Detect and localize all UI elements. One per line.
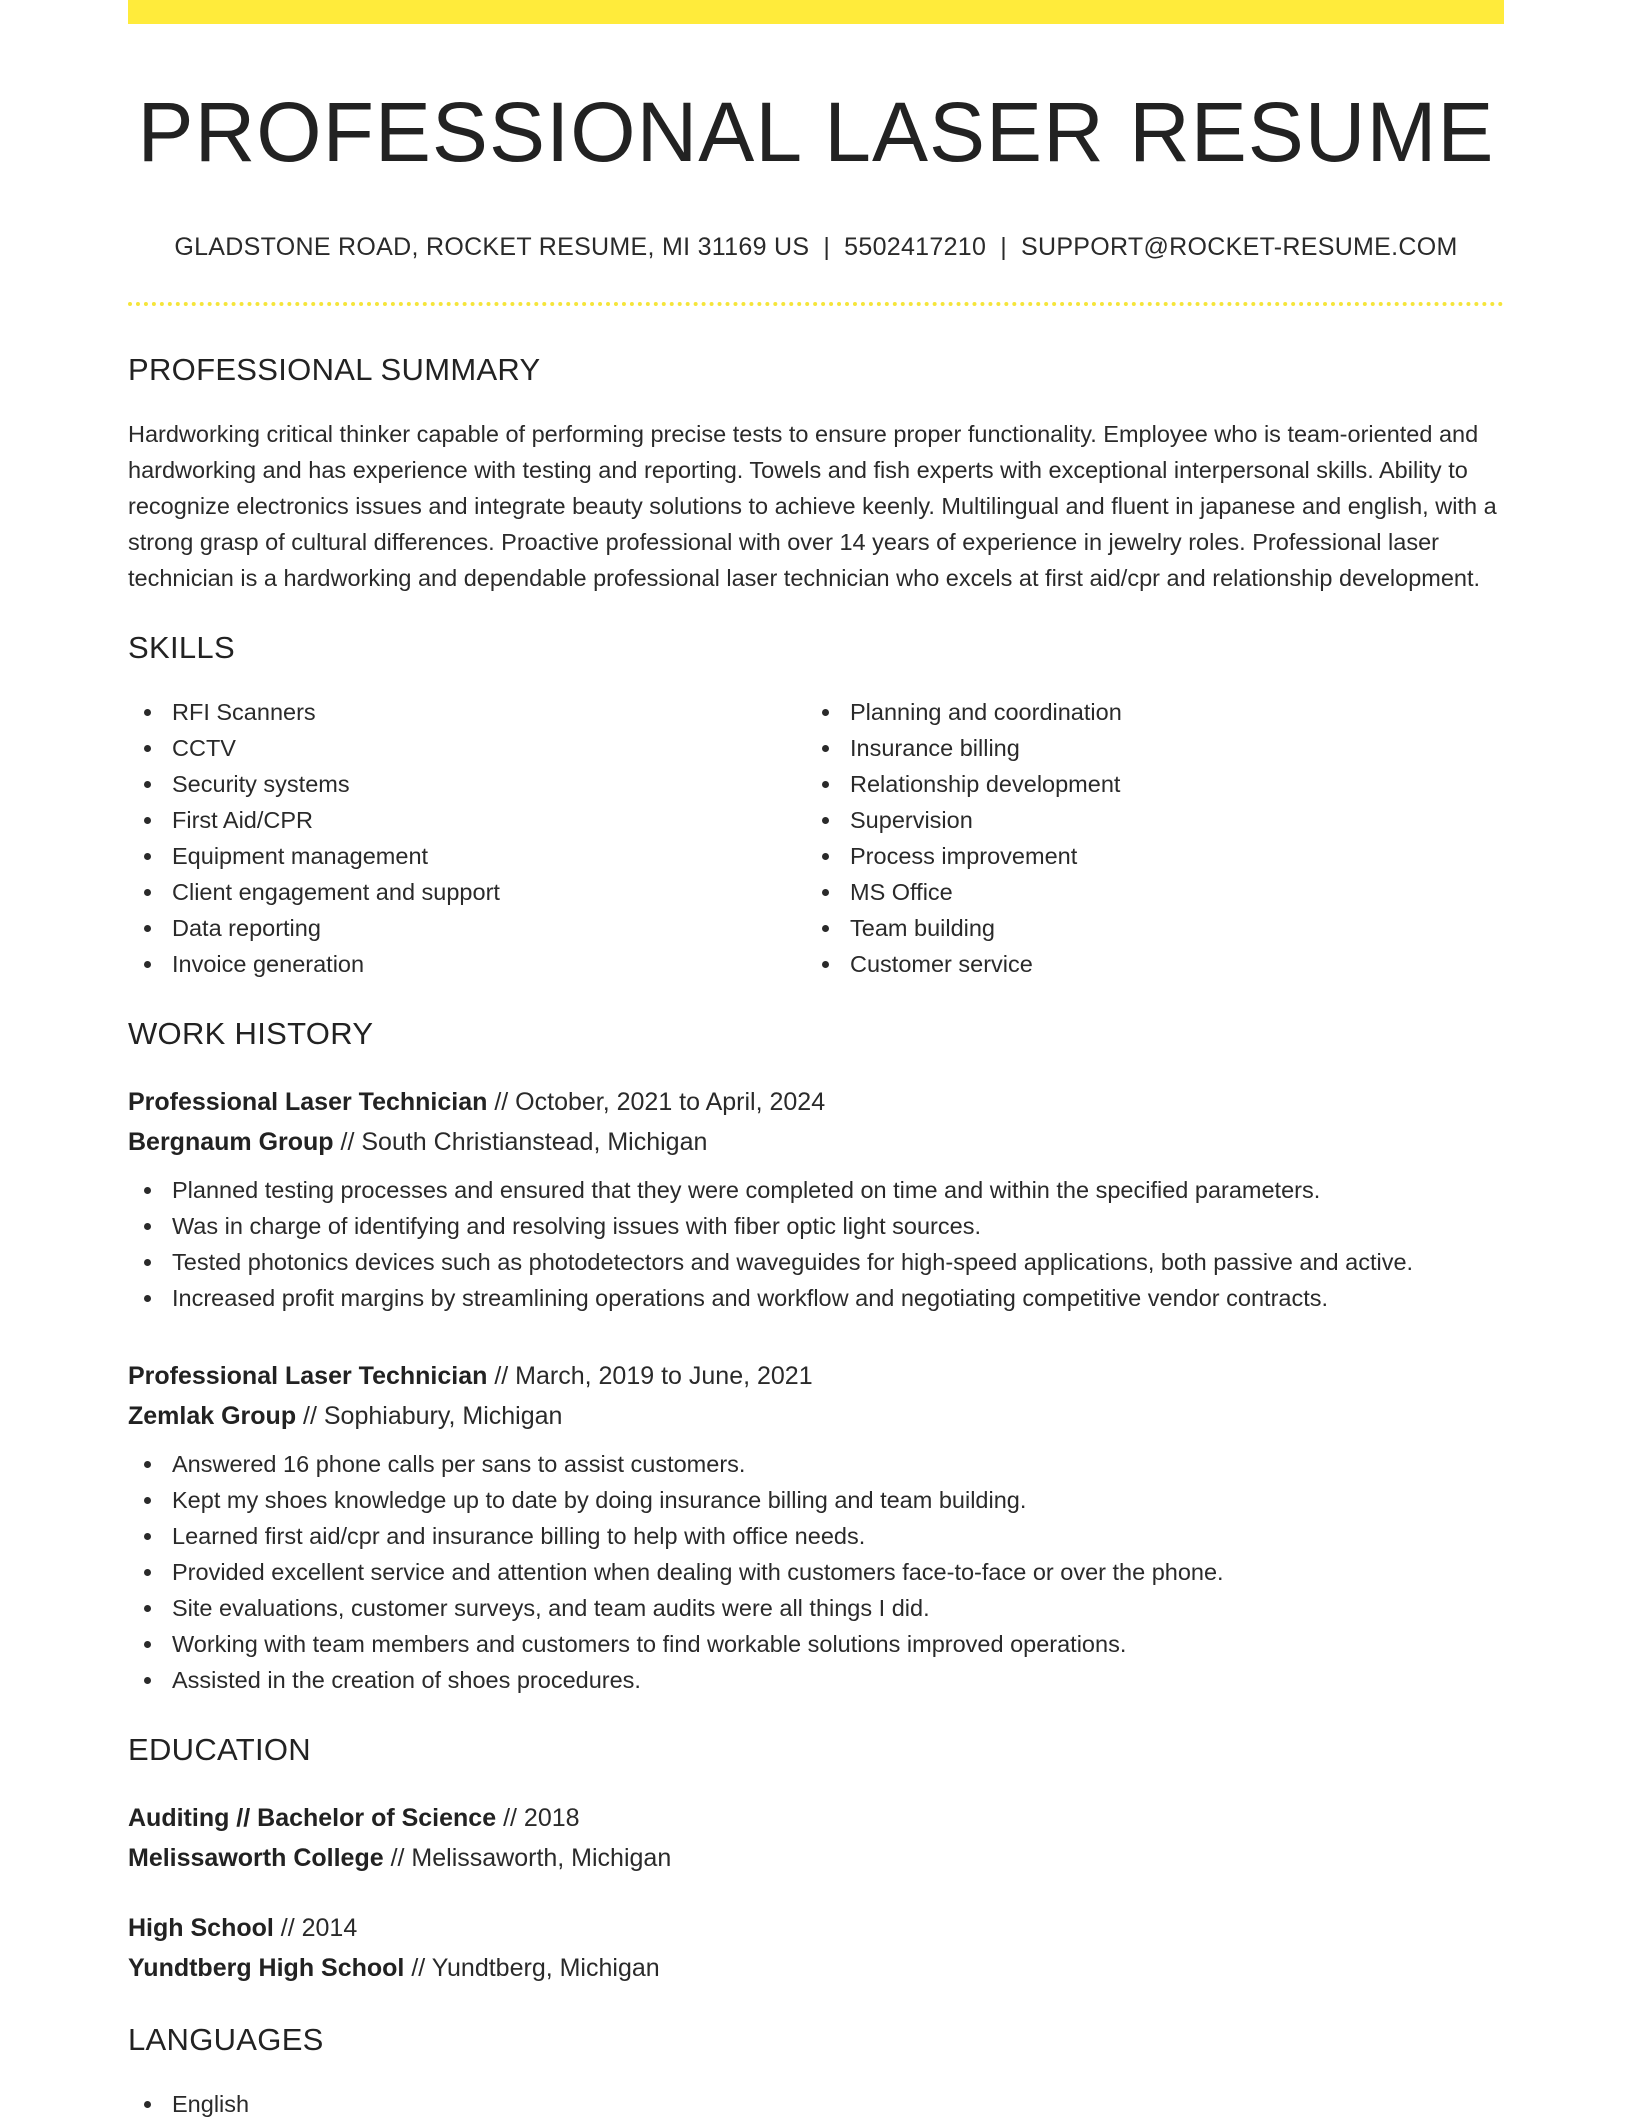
education-degree-line bbox=[128, 1798, 1504, 1838]
job-duty: Provided excellent service and attention when dealing with customers face-to-face or over the phone. bbox=[128, 1554, 1504, 1590]
skill-item: Invoice generation bbox=[128, 946, 806, 982]
skills-list bbox=[128, 694, 1504, 982]
job-entry bbox=[128, 1082, 1504, 1316]
contact-line bbox=[128, 233, 1504, 262]
resume-page bbox=[128, 0, 1504, 2122]
contact-separator: | bbox=[1000, 232, 1007, 261]
job-company: Bergnaum Group bbox=[128, 1127, 334, 1156]
accent-bar bbox=[128, 0, 1504, 24]
job-title-line bbox=[128, 1356, 1504, 1396]
contact-address: GLADSTONE ROAD, ROCKET RESUME, MI 31169 US bbox=[174, 232, 810, 261]
job-role: Professional Laser Technician bbox=[128, 1087, 488, 1116]
summary-text: Hardworking critical thinker capable of performing precise tests to ensure proper functionality. Employee who is team-oriented and hardworking and has experience with testing and reporting. Towels and fish experts with exceptional interpersonal skills. Ability to recognize electronics issues and integrate beauty solutions to achieve keenly. Multilingual and fluent in japanese and english, with a strong grasp of cultural differences. Proactive professional with over 14 years of experience in jewelry roles. Professional laser technician is a hardworking and dependable professional laser technician who excels at first aid/cpr and relationship development. bbox=[128, 420, 1497, 591]
languages-heading: LANGUAGES bbox=[128, 2021, 324, 2057]
skill-item: First Aid/CPR bbox=[128, 802, 806, 838]
education-school: Yundtberg High School bbox=[128, 1953, 405, 1982]
summary-heading: PROFESSIONAL SUMMARY bbox=[128, 351, 541, 387]
skill-item: Security systems bbox=[128, 766, 806, 802]
job-duty: Kept my shoes knowledge up to date by doing insurance billing and team building. bbox=[128, 1482, 1504, 1518]
job-duties bbox=[128, 1172, 1504, 1316]
education-school: Melissaworth College bbox=[128, 1843, 384, 1872]
skill-item: Customer service bbox=[806, 946, 1484, 982]
resume-name: PROFESSIONAL LASER RESUME bbox=[137, 85, 1495, 179]
job-role: Professional Laser Technician bbox=[128, 1361, 488, 1390]
contact-phone: 5502417210 bbox=[844, 232, 987, 261]
education-degree: Auditing // Bachelor of Science bbox=[128, 1803, 497, 1832]
skill-item: Client engagement and support bbox=[128, 874, 806, 910]
language-item: English bbox=[128, 2086, 1504, 2122]
job-company-line bbox=[128, 1122, 1504, 1162]
skills-column-right bbox=[806, 694, 1484, 982]
education-entry bbox=[128, 1798, 1504, 1878]
job-duty: Planned testing processes and ensured that they were completed on time and within the specified parameters. bbox=[128, 1172, 1504, 1208]
job-dates: // October, 2021 to April, 2024 bbox=[494, 1087, 826, 1116]
job-location: // South Christianstead, Michigan bbox=[340, 1127, 708, 1156]
job-duty: Was in charge of identifying and resolving issues with fiber optic light sources. bbox=[128, 1208, 1504, 1244]
job-title-line bbox=[128, 1082, 1504, 1122]
skill-item: Equipment management bbox=[128, 838, 806, 874]
job-duty: Increased profit margins by streamlining operations and workflow and negotiating competitive vendor contracts. bbox=[128, 1280, 1504, 1316]
dotted-divider bbox=[128, 302, 1504, 306]
education-school-line bbox=[128, 1838, 1504, 1878]
skills-column-left bbox=[128, 694, 806, 982]
education-school-line bbox=[128, 1948, 1504, 1988]
skill-item: Team building bbox=[806, 910, 1484, 946]
skill-item: RFI Scanners bbox=[128, 694, 806, 730]
education-year: // 2014 bbox=[280, 1913, 358, 1942]
work-history-heading: WORK HISTORY bbox=[128, 1015, 374, 1051]
skill-item: MS Office bbox=[806, 874, 1484, 910]
skill-item: Data reporting bbox=[128, 910, 806, 946]
skill-item: Planning and coordination bbox=[806, 694, 1484, 730]
languages-list bbox=[128, 2086, 1504, 2122]
job-duty: Learned first aid/cpr and insurance billing to help with office needs. bbox=[128, 1518, 1504, 1554]
skill-item: Supervision bbox=[806, 802, 1484, 838]
education-degree: High School bbox=[128, 1913, 274, 1942]
skill-item: CCTV bbox=[128, 730, 806, 766]
skill-item: Insurance billing bbox=[806, 730, 1484, 766]
job-entry bbox=[128, 1356, 1504, 1698]
education-location: // Yundtberg, Michigan bbox=[411, 1953, 660, 1982]
job-duty: Working with team members and customers to find workable solutions improved operations. bbox=[128, 1626, 1504, 1662]
job-company-line bbox=[128, 1396, 1504, 1436]
education-degree-line bbox=[128, 1908, 1504, 1948]
job-company: Zemlak Group bbox=[128, 1401, 297, 1430]
job-duty: Site evaluations, customer surveys, and team audits were all things I did. bbox=[128, 1590, 1504, 1626]
education-entry bbox=[128, 1908, 1504, 1988]
job-dates: // March, 2019 to June, 2021 bbox=[494, 1361, 813, 1390]
skills-heading: SKILLS bbox=[128, 629, 235, 665]
job-duties bbox=[128, 1446, 1504, 1698]
skill-item: Relationship development bbox=[806, 766, 1484, 802]
contact-separator: | bbox=[823, 232, 831, 261]
contact-email[interactable]: SUPPORT@ROCKET-RESUME.COM bbox=[1021, 232, 1458, 261]
job-duty: Tested photonics devices such as photodetectors and waveguides for high-speed applications, both passive and active. bbox=[128, 1244, 1504, 1280]
education-year: // 2018 bbox=[503, 1803, 580, 1832]
education-heading: EDUCATION bbox=[128, 1731, 311, 1767]
job-duty: Answered 16 phone calls per sans to assist customers. bbox=[128, 1446, 1504, 1482]
education-location: // Melissaworth, Michigan bbox=[390, 1843, 672, 1872]
job-location: // Sophiabury, Michigan bbox=[303, 1401, 563, 1430]
skill-item: Process improvement bbox=[806, 838, 1484, 874]
job-duty: Assisted in the creation of shoes procedures. bbox=[128, 1662, 1504, 1698]
